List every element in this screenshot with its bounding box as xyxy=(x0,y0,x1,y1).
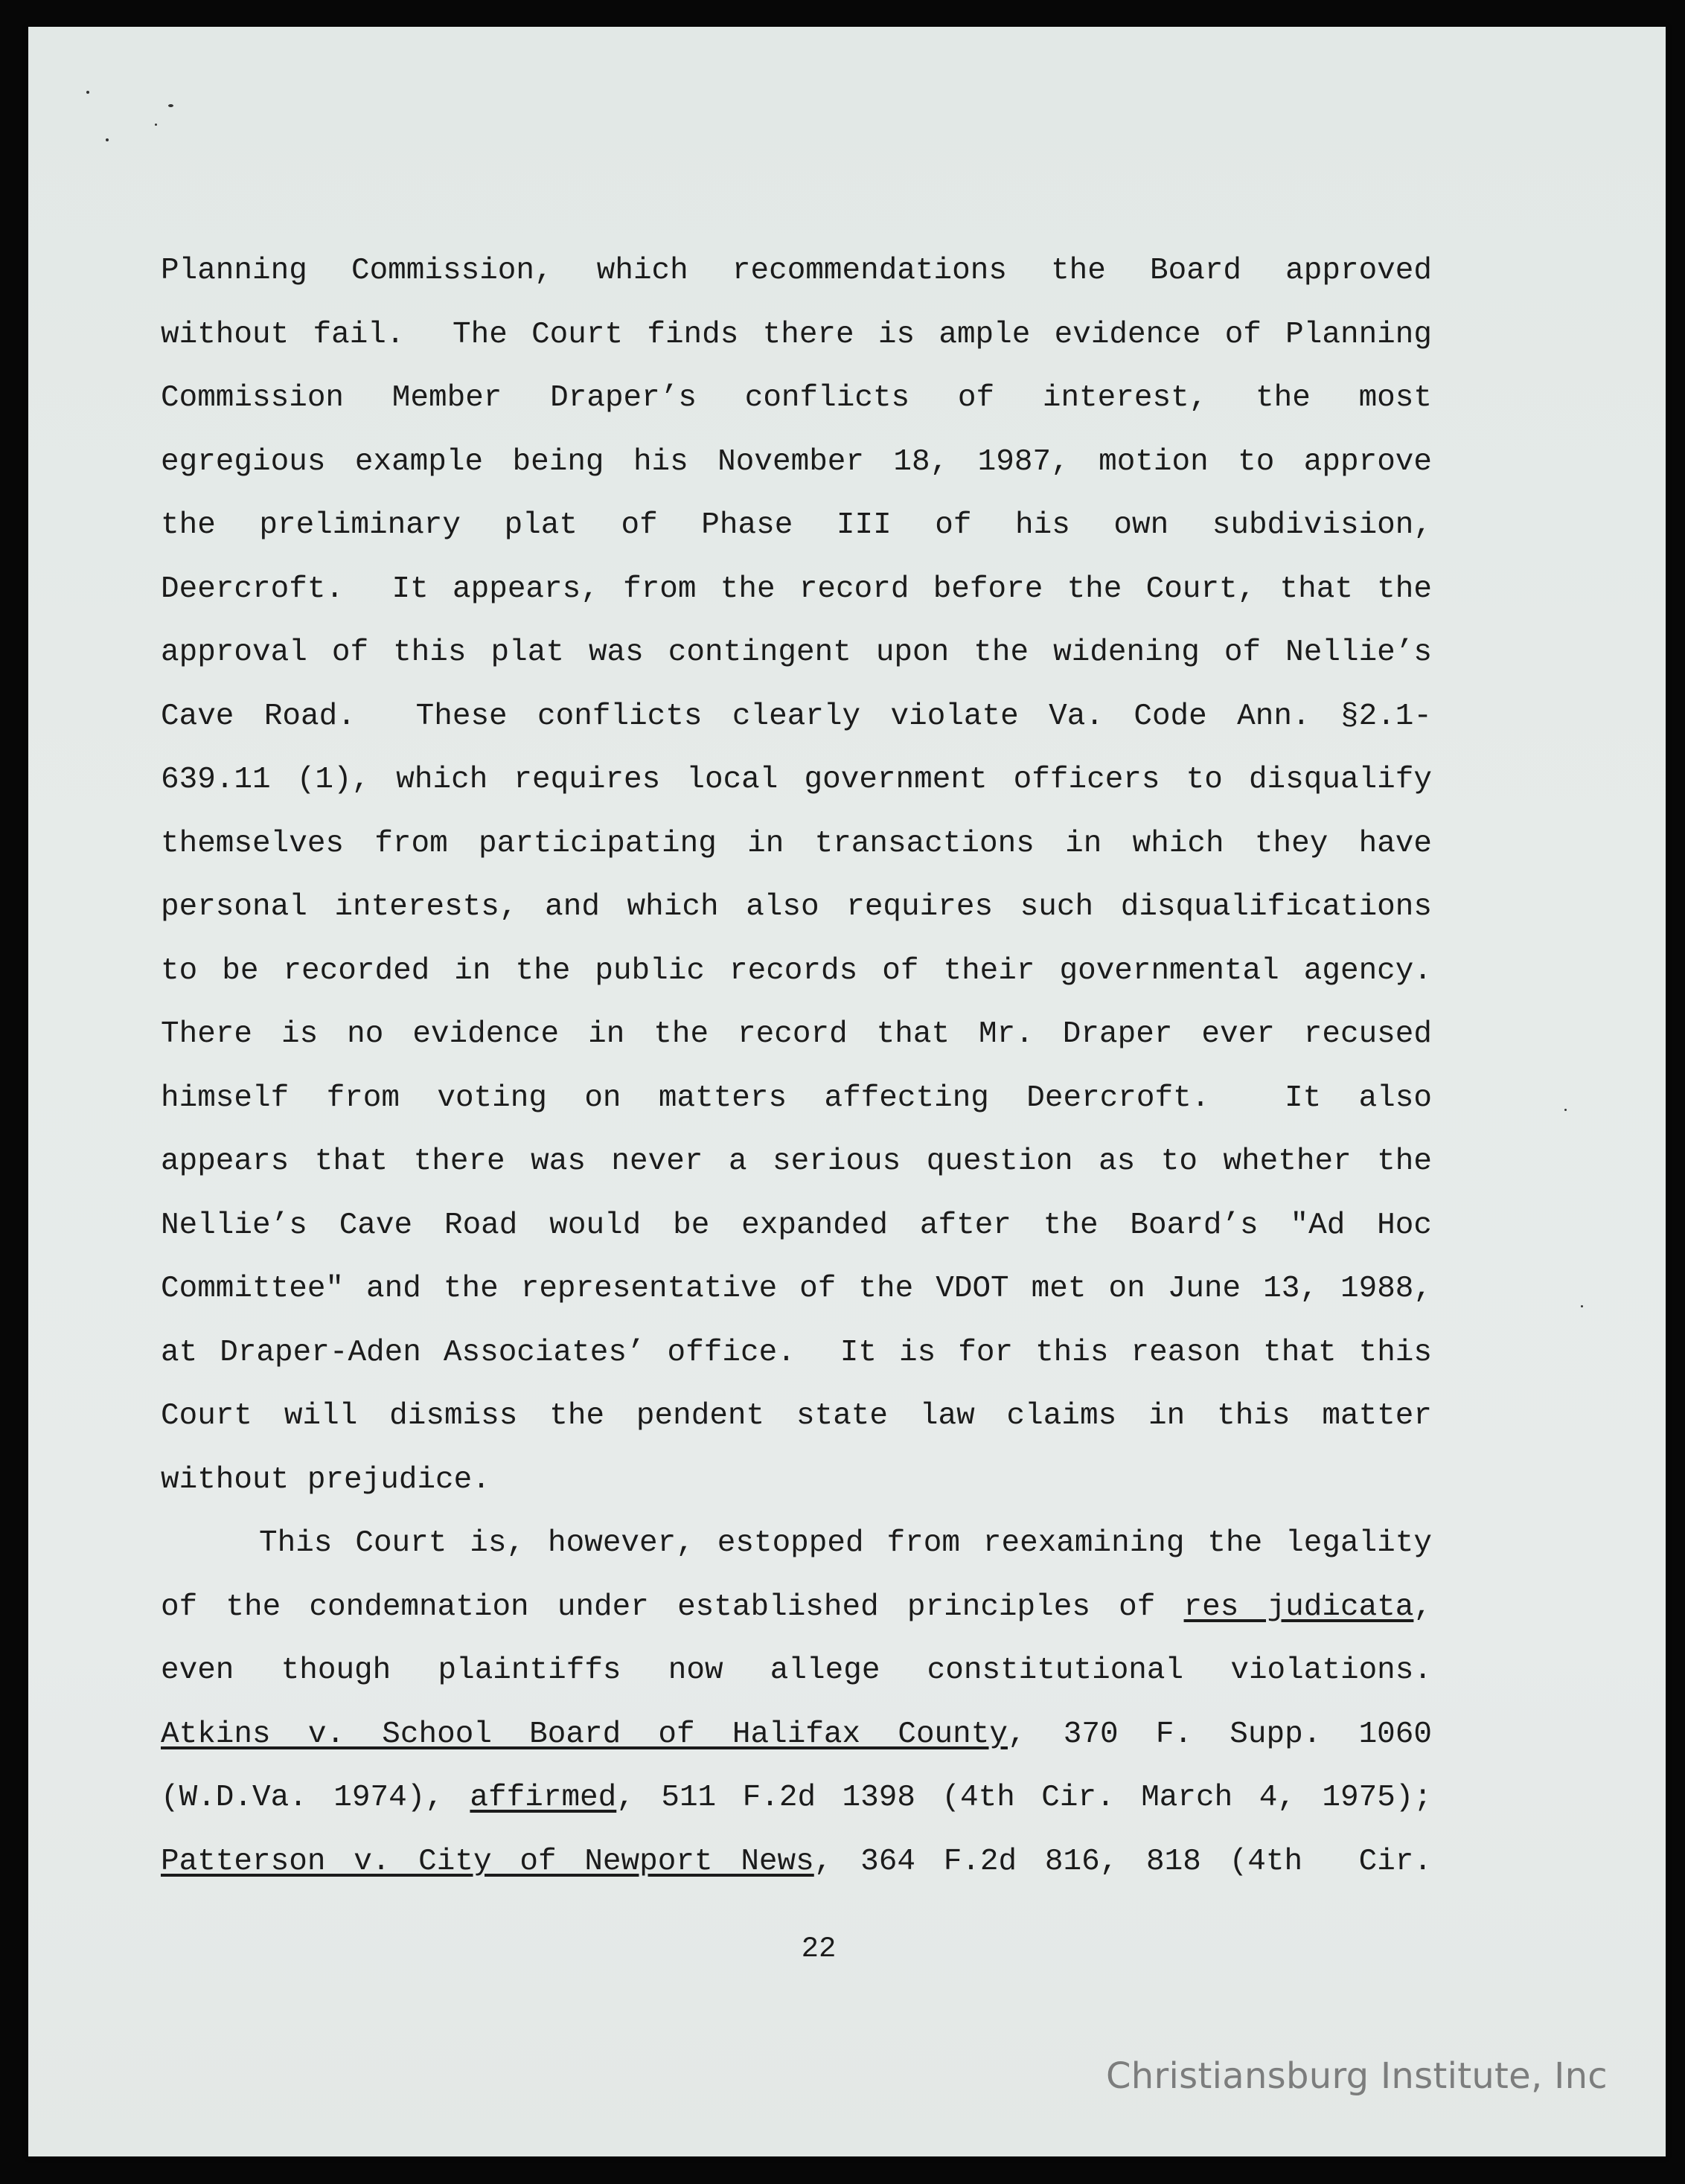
underlined-term: affirmed xyxy=(470,1781,617,1815)
text-line: without fail. The Court finds there is ample evidence of Planning xyxy=(161,317,1432,352)
text-line: Deercroft. It appears, from the record before the Court, that the xyxy=(161,571,1432,606)
text-line: without prejudice. xyxy=(161,1462,490,1497)
paper-speck xyxy=(86,91,89,94)
watermark-text: Christiansburg Institute, Inc xyxy=(1105,2055,1608,2097)
paragraph xyxy=(161,240,1432,1512)
text-line: Court will dismiss the pendent state law claims in this matter xyxy=(161,1399,1432,1433)
text-run: , 511 F.2d 1398 (4th Cir. March 4, 1975); xyxy=(616,1781,1432,1815)
text-line: Committee" and the representative of the VDOT met on June 13, 1988, xyxy=(161,1272,1432,1306)
text-line: even though plaintiffs now allege constitutional violations. xyxy=(161,1653,1432,1688)
underlined-term: res judicata xyxy=(1183,1589,1414,1624)
page-number: 22 xyxy=(801,1932,837,1965)
text-run: , xyxy=(1413,1589,1432,1624)
text-line: appears that there was never a serious question as to whether the xyxy=(161,1144,1432,1179)
text-line: There is no evidence in the record that Mr. Draper ever recused xyxy=(161,1017,1432,1051)
text-line: to be recorded in the public records of their governmental agency. xyxy=(161,953,1432,988)
paper-speck xyxy=(106,138,109,141)
text-line: the preliminary plat of Phase III of his own subdivision, xyxy=(161,508,1432,542)
text-line: 639.11 (1), which requires local government officers to disqualify xyxy=(161,763,1432,797)
body-text xyxy=(161,240,1432,1894)
text-line: approval of this plat was contingent upon the widening of Nellie’s xyxy=(161,635,1432,670)
text-run: of the condemnation under established principles of xyxy=(161,1589,1184,1624)
text-line: Nellie’s Cave Road would be expanded after the Board’s "Ad Hoc xyxy=(161,1208,1432,1243)
text-line xyxy=(161,1831,1432,1895)
text-line: Commission Member Draper’s conflicts of interest, the most xyxy=(161,381,1432,415)
text-line: at Draper-Aden Associates’ office. It is for this reason that this xyxy=(161,1335,1432,1370)
paper-speck xyxy=(1564,1109,1567,1111)
case-citation: Atkins v. School Board of Halifax County xyxy=(161,1717,1008,1752)
text-line: egregious example being his November 18, 1987, motion to approve xyxy=(161,444,1432,479)
text-line: personal interests, and which also requires such disqualifications xyxy=(161,890,1432,924)
paper-speck xyxy=(155,124,157,126)
text-line: themselves from participating in transactions in which they have xyxy=(161,826,1432,861)
text-line xyxy=(161,1767,1432,1831)
text-run: (W.D.Va. 1974), xyxy=(161,1781,470,1815)
paper-speck xyxy=(1581,1305,1583,1307)
paragraph xyxy=(161,1512,1432,1894)
paper-speck xyxy=(168,104,173,107)
text-line xyxy=(161,1703,1432,1767)
case-citation: Patterson v. City of Newport News xyxy=(161,1844,814,1879)
text-run: , 364 F.2d 816, 818 (4th Cir. xyxy=(813,1844,1432,1879)
text-line xyxy=(161,1576,1432,1640)
text-line: This Court is, however, estopped from reexamining the legality xyxy=(259,1526,1432,1560)
text-line: Planning Commission, which recommendations the Board approved xyxy=(161,254,1432,288)
text-line: himself from voting on matters affecting Deercroft. It also xyxy=(161,1080,1432,1115)
text-run: , 370 F. Supp. 1060 xyxy=(1007,1717,1432,1752)
text-line: Cave Road. These conflicts clearly violate Va. Code Ann. §2.1- xyxy=(161,699,1432,734)
